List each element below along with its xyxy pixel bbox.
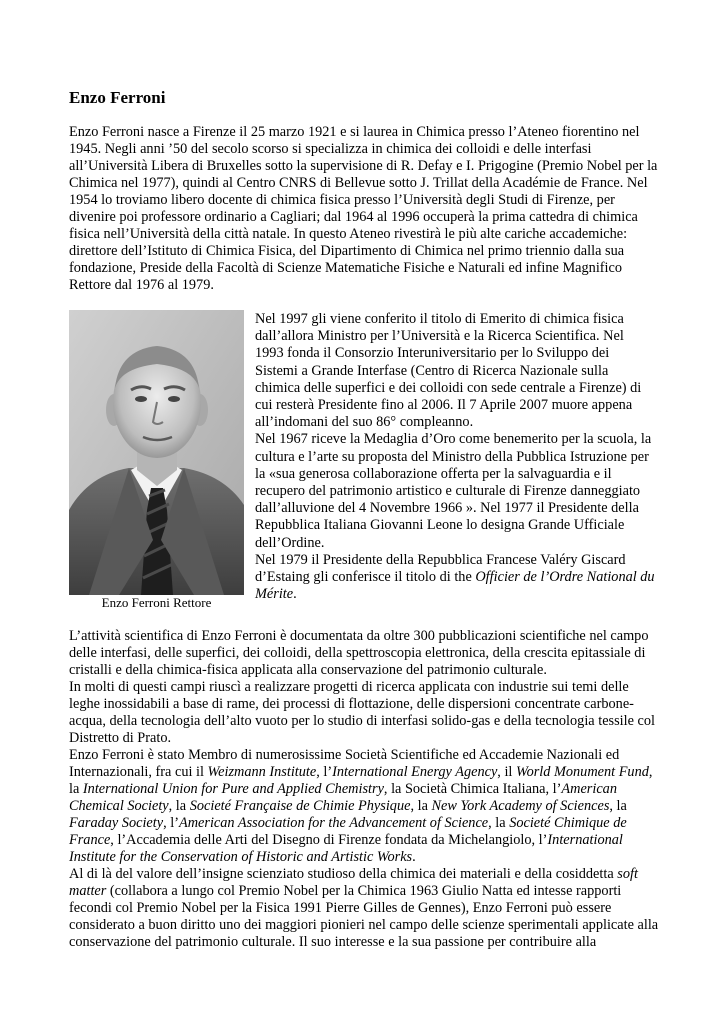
text-run: , la: [488, 815, 510, 831]
institution-name: Societé Française de Chimie Physique: [189, 798, 411, 814]
text-run: Enzo Ferroni è stato Membro di numerosissime Società Scientifiche ed Accademie Nazionali ed Internazionali, fra cui il: [69, 747, 620, 780]
lower-text: [69, 628, 659, 951]
intro-paragraph: Enzo Ferroni nasce a Firenze il 25 marzo 1921 e si laurea in Chimica presso l’Ateneo fiorentino nel 1945. Negli anni ’50 del secolo scorso si specializza in chimica dei colloidi e delle interfasi all’Università Libera di Bruxelles sotto la supervisione di R. Defay e I. Prigogine (Premio Nobel per la Chimica nel 1977), quindi al Centro CNRS di Bellevue sotto J. Trillat della Académie de France. Nel 1954 lo troviamo libero docente di chimica fisica presso l’Università degli Studi di Firenze, per divenire poi professore ordinario a Cagliari; dal 1964 al 1996 occuperà la prima cattedra di chimica fisica nell’Università della città natale. In questo Ateneo rivestirà le più alte cariche accademiche: direttore dell’Istituto di Chimica Fisica, del Dipartimento di Chimica nel primo triennio dalla sua fondazione, Preside della Facoltà di Scienze Matematiche Fisiche e Naturali ed infine Magnifico Rettore dal 1976 al 1979.: [69, 124, 658, 293]
text-run: , la: [69, 764, 653, 797]
institution-name: American Association for the Advancement of Science: [178, 815, 489, 831]
institution-name: International Union for Pure and Applied Chemistry: [82, 781, 384, 797]
text-run: Al di là del valore dell’insigne scienziato studioso della chimica dei materiali e della cosiddetta: [69, 866, 618, 882]
text-run: Nel 1979 il Presidente della Repubblica Francese Valéry Giscard d’Estaing gli conferisce il titolo di the: [255, 551, 626, 586]
text-run: , la: [410, 798, 432, 814]
institution-name: Faraday Society: [69, 815, 164, 831]
text-run: , la: [609, 798, 627, 814]
institution-name: New York Academy of Sciences: [431, 798, 610, 814]
side-paragraph-2: Nel 1967 riceve la Medaglia d’Oro come benemerito per la scuola, la cultura e l’arte su proposta del Ministro della Pubblica Istruzione per la «sua generosa collaborazione offerta per la salvaguardia e il recupero del patrimonio artistico e culturale di Firenze danneggiato dall’alluvione del 4 Novembre 1966 ». Nel 1977 il Presidente della Repubblica Italiana Giovanni Leone lo designa Grande Ufficiale dell’Ordine.: [255, 431, 652, 551]
page-title: Enzo Ferroni: [69, 88, 166, 107]
document-page: [69, 88, 659, 951]
side-paragraph-3: [255, 552, 655, 604]
photo-caption: Enzo Ferroni Rettore: [101, 595, 212, 610]
photo-section: [69, 310, 659, 622]
text-run: .: [412, 849, 416, 865]
side-paragraph-1: Nel 1997 gli viene conferito il titolo di Emerito di chimica fisica dall’allora Ministro per l’Università e la Ricerca Scientifica. Nel 1993 fonda il Consorzio Interuniversitario per lo Sviluppo dei Sistemi a Grande Interfase (Centro di Ricerca Nazionale sulla chimica delle superfici e dei colloidi con sede centrale a Firenze) di cui resterà Presidente fino al 2006. Il 7 Aprile 2007 muore appena all’indomani del suo 86° compleanno.: [255, 311, 642, 431]
text-run: , la: [168, 798, 190, 814]
text-run: , l’: [163, 815, 179, 831]
portrait-photo: [69, 310, 244, 595]
institution-name: American Chemical Society: [69, 781, 617, 814]
institution-name: Societé Chimique de France: [69, 815, 627, 848]
institution-name: International Energy Agency: [332, 764, 498, 780]
lower-paragraph-4: [69, 866, 659, 951]
lower-paragraph-3: [69, 747, 659, 866]
institution-name: Weizmann Institute: [207, 764, 317, 780]
text-run: , l’: [316, 764, 333, 780]
text-run: , la Società Chimica Italiana, l’: [383, 781, 562, 797]
text-run: (collabora a lungo col Premio Nobel per la Chimica 1963 Giulio Natta ed intesse rapporti fecondi col Premio Nobel per la Fisica 1991 Pierre Gilles de Gennes), Enzo Ferroni può essere considerato a buon diritto uno dei maggiori pionieri nel campo delle scienze sperimentali applicate alla conservazione del patrimonio culturale. Il suo interesse e la sua passione per contribuire alla: [69, 883, 659, 950]
side-text: [255, 311, 655, 603]
photo-figure: [69, 310, 244, 611]
term: soft matter: [69, 866, 638, 899]
text-run: , il: [497, 764, 516, 780]
text-run: , l’Accademia delle Arti del Disegno di Firenze fondata da Michelangiolo, l’: [110, 832, 548, 848]
lower-paragraph-2: In molti di questi campi riuscì a realizzare progetti di ricerca applicata con industrie sui temi delle leghe inossidabili a base di rame, dei processi di flottazione, delle dispersioni concentrate carbone-acqua, della tecnologia dell’alto vuoto per lo studio di interfasi solido-gas e della tecnologia tessile col Distretto di Prato.: [69, 679, 655, 746]
honor-title: Officier de l’Ordre National du Mérite: [255, 569, 655, 603]
institution-name: World Monument Fund: [515, 764, 649, 780]
institution-name: International Institute for the Conservation of Historic and Artistic Works: [69, 832, 623, 865]
text-run: .: [293, 586, 297, 603]
lower-paragraph-1: L’attività scientifica di Enzo Ferroni è documentata da oltre 300 pubblicazioni scientifiche nel campo delle interfasi, delle superfici, dei colloidi, della spettroscopia elettronica, della crescita epitassiale di cristalli e della chimica-fisica applicata alla conservazione del patrimonio culturale.: [69, 628, 649, 678]
